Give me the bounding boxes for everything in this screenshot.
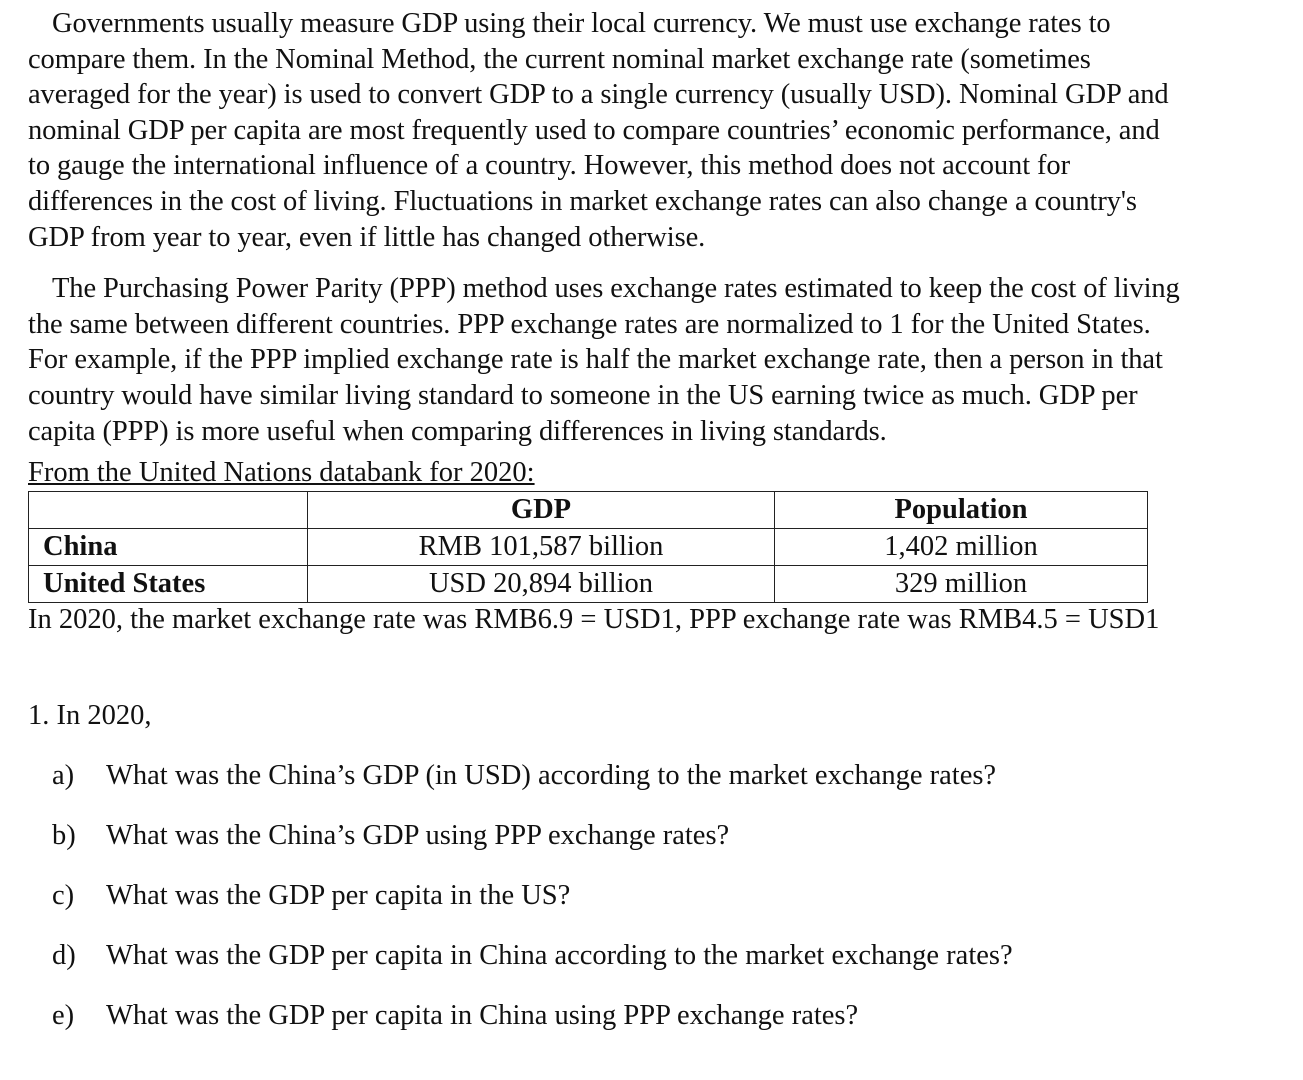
text-line: compare them. In the Nominal Method, the current nominal market exchange rate (sometimes — [28, 43, 1091, 75]
table-row — [29, 566, 1148, 603]
question-letter: e) — [52, 1000, 75, 1032]
table-cell-population: 329 million — [775, 566, 1148, 603]
question-item — [52, 939, 1290, 973]
question-text: What was the GDP per capita in the US? — [106, 880, 571, 912]
question-letter: a) — [52, 760, 75, 792]
table-header-row — [29, 492, 1148, 529]
text-line: averaged for the year) is used to convert GDP to a single currency (usually USD). Nominal GDP and — [28, 79, 1169, 111]
questions-section — [28, 699, 1290, 1033]
text-line: the same between different countries. PPP exchange rates are normalized to 1 for the United States. — [28, 308, 1151, 340]
table-cell-country: China — [29, 529, 308, 566]
question-letter: c) — [52, 880, 75, 912]
exchange-rates-note: In 2020, the market exchange rate was RMB6.9 = USD1, PPP exchange rate was RMB4.5 = USD1 — [28, 604, 1160, 636]
question-text: What was the GDP per capita in China according to the market exchange rates? — [106, 940, 1013, 972]
question-intro: 1. In 2020, — [28, 700, 152, 732]
text-line: capita (PPP) is more useful when comparing differences in living standards. — [28, 415, 887, 447]
table-cell-gdp: RMB 101,587 billion — [308, 529, 775, 566]
question-text: What was the China’s GDP using PPP exchange rates? — [106, 820, 730, 852]
text-line: For example, if the PPP implied exchange rate is half the market exchange rate, then a person in that — [28, 344, 1163, 376]
source-label: From the United Nations databank for 2020: — [28, 457, 535, 489]
document-page — [28, 6, 1290, 1033]
table-row — [29, 529, 1148, 566]
text-line: country would have similar living standard to someone in the US earning twice as much. GDP per — [28, 379, 1138, 411]
paragraph-nominal-method — [28, 6, 1290, 255]
table-header-population: Population — [775, 492, 1148, 529]
table-cell-gdp: USD 20,894 billion — [308, 566, 775, 603]
gdp-population-table — [28, 491, 1148, 603]
table-header-gdp: GDP — [308, 492, 775, 529]
question-text: What was the GDP per capita in China using PPP exchange rates? — [106, 1000, 859, 1032]
paragraph-ppp-method — [28, 271, 1290, 449]
question-item — [52, 759, 1290, 793]
text-line: nominal GDP per capita are most frequently used to compare countries’ economic performance, and — [28, 114, 1160, 146]
table-cell-country: United States — [29, 566, 308, 603]
text-line: The Purchasing Power Parity (PPP) method uses exchange rates estimated to keep the cost of living — [52, 273, 1180, 305]
question-item — [52, 879, 1290, 913]
text-line: differences in the cost of living. Fluctuations in market exchange rates can also change a country's — [28, 185, 1137, 217]
question-letter: d) — [52, 940, 76, 972]
question-letter: b) — [52, 820, 76, 852]
question-item — [52, 999, 1290, 1033]
question-text: What was the China’s GDP (in USD) according to the market exchange rates? — [106, 760, 997, 792]
table-header-cell — [29, 492, 308, 529]
text-line: GDP from year to year, even if little has changed otherwise. — [28, 221, 706, 253]
text-line: Governments usually measure GDP using their local currency. We must use exchange rates to — [52, 8, 1111, 39]
table-cell-population: 1,402 million — [775, 529, 1148, 566]
question-item — [52, 819, 1290, 853]
text-line: to gauge the international influence of a country. However, this method does not account for — [28, 150, 1070, 182]
